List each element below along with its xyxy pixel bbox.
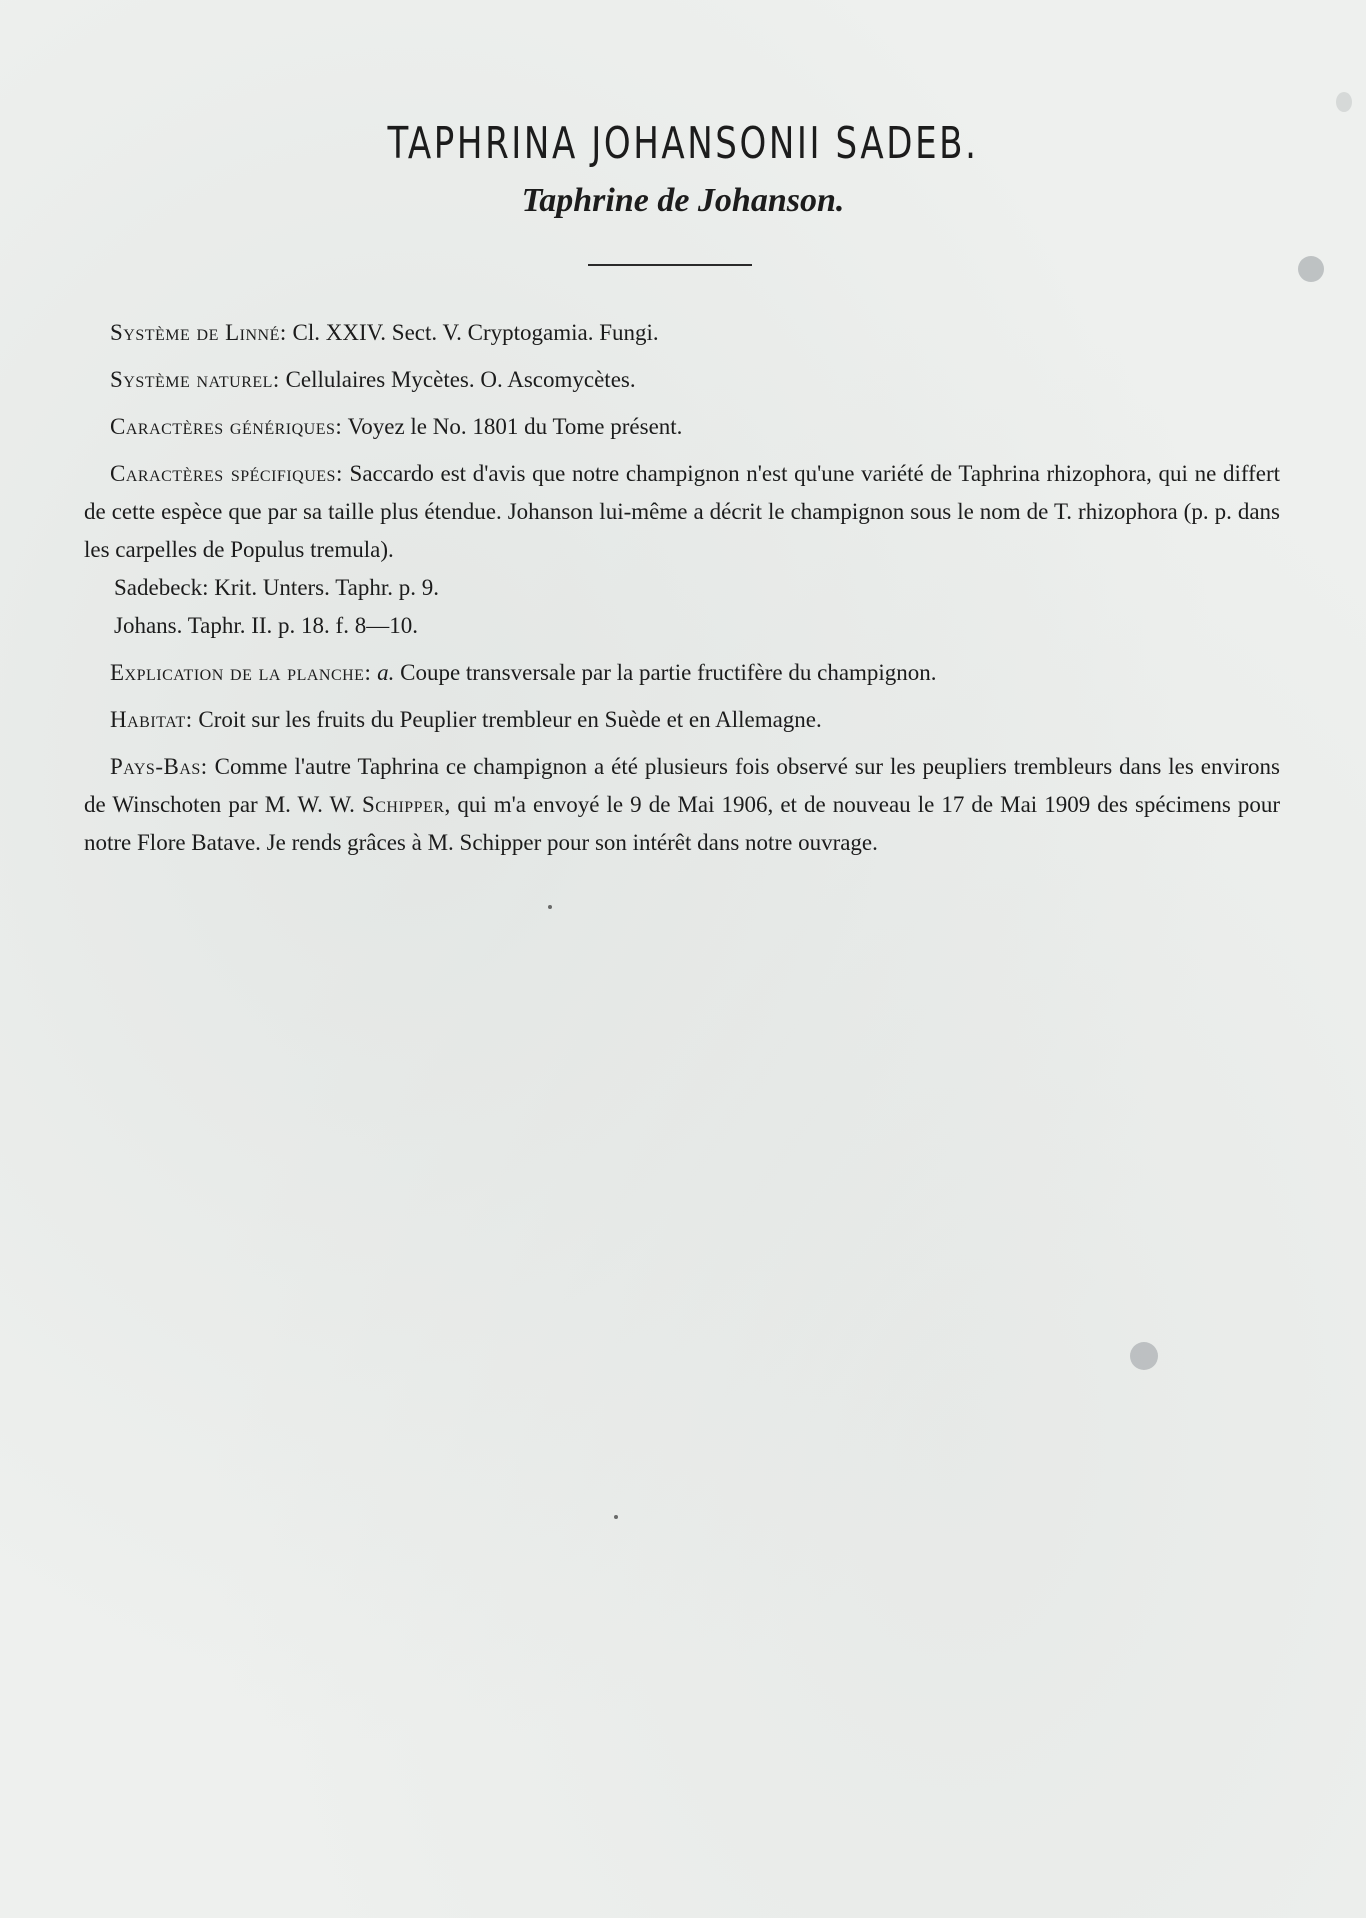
section-habitat bbox=[84, 701, 1280, 739]
page-subtitle: Taphrine de Johanson. bbox=[521, 182, 845, 219]
paper-spot bbox=[548, 905, 552, 909]
section-label: Explication de la planche: bbox=[110, 660, 372, 685]
section-generiques bbox=[84, 408, 1280, 446]
section-text: Croit sur les fruits du Peuplier trembleur en Suède et en Allemagne. bbox=[198, 707, 822, 732]
section-label: Système naturel: bbox=[110, 367, 280, 392]
collector-name: Schipper bbox=[361, 792, 445, 817]
plate-letter: a. bbox=[377, 660, 395, 685]
section-paysbas bbox=[84, 748, 1280, 862]
reference-item: Sadebeck: Krit. Unters. Taphr. p. 9. bbox=[114, 575, 440, 600]
section-linne bbox=[84, 314, 1280, 352]
section-text: Coupe transversale par la partie fructifère du champignon. bbox=[400, 660, 937, 685]
reference-item: Johans. Taphr. II. p. 18. f. 8—10. bbox=[114, 613, 418, 638]
page-title: TAPHRINA JOHANSONII SADEB. bbox=[387, 118, 979, 169]
section-label: Pays-Bas: bbox=[110, 754, 208, 779]
paper-spot bbox=[614, 1515, 618, 1519]
section-label: Habitat: bbox=[110, 707, 193, 732]
paper-spot bbox=[1130, 1342, 1158, 1370]
section-label: Système de Linné: bbox=[110, 320, 287, 345]
section-text: Cl. XXIV. Sect. V. Cryptogamia. Fungi. bbox=[292, 320, 659, 345]
section-text: Cellulaires Mycètes. O. Ascomycètes. bbox=[285, 367, 636, 392]
document-body bbox=[84, 314, 1280, 871]
title-divider bbox=[588, 264, 752, 266]
section-naturel bbox=[84, 361, 1280, 399]
section-specifiques bbox=[84, 455, 1280, 569]
section-planche bbox=[84, 654, 1280, 692]
section-text: , qui m'a envoyé le 9 de Mai 1906, et de nouveau le 17 de Mai 1909 des spécimens pour notre Flore Batave. Je rends grâces à M. Schipper pour son intérêt dans notre ouvrage. bbox=[84, 792, 1280, 855]
paper-spot bbox=[1298, 256, 1324, 282]
paper-spot bbox=[1336, 92, 1352, 112]
section-text: Voyez le No. 1801 du Tome présent. bbox=[347, 414, 683, 439]
section-text: Comme l'autre Taphrina ce champignon a été plusieurs fois observé sur les peupliers trembleurs dans les environs de Winschoten par M. W. W. bbox=[84, 754, 1281, 817]
section-label: Caractères spécifiques: bbox=[110, 461, 343, 486]
section-label: Caractères génériques: bbox=[110, 414, 343, 439]
section-text: Saccardo est d'avis que notre champignon n'est qu'une variété de Taphrina rhizophora, qui ne differt de cette espèce que par sa taille plus étendue. Johanson lui-même a décrit le champignon sous le nom de T. rhizophora (p. p. dans les carpelles de Populus tremula). bbox=[84, 461, 1281, 562]
